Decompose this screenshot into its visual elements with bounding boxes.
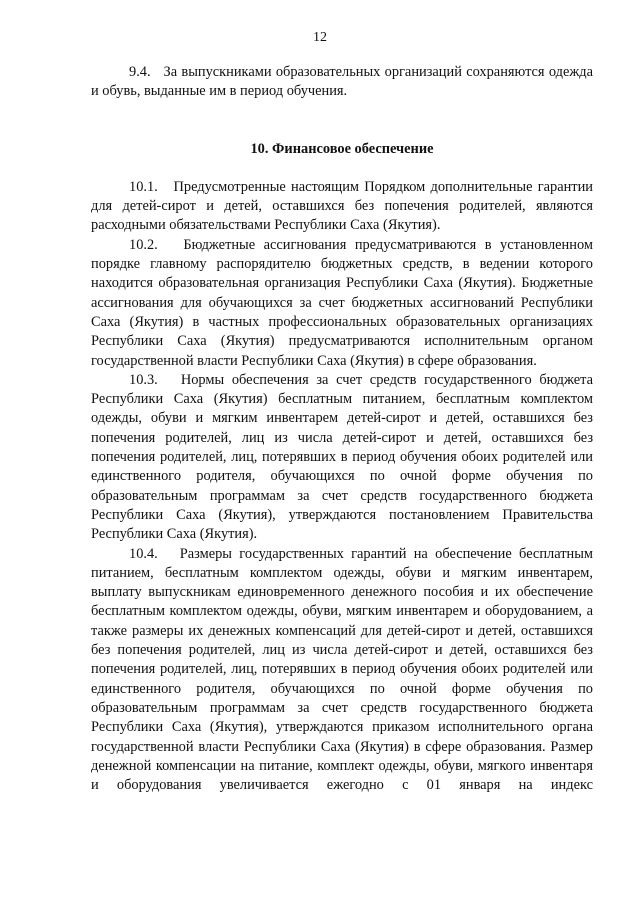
spacer bbox=[91, 102, 593, 140]
section-title: 10. Финансовое обеспечение bbox=[250, 140, 434, 157]
paragraph-9-4: 9.4. За выпускниками образовательных организаций сохраняются одежда и обувь, выданные им в период обучения. bbox=[91, 64, 593, 100]
paragraph-10-2: 10.2. Бюджетные ассигнования предусматриваются в установленном порядке главному распорядителю бюджетных средств, в ведении которого находится образовательная организация Республики Саха (Якутия). Бюджетные ассигнования для обучающихся за счет бюджетных ассигнований Республики Саха (Якутия) в частных профессиональных образовательных организациях Республики Саха (Якутия) предусматриваются исполнительным органом государственной власти Республики Саха (Якутия) в сфере образования. bbox=[91, 236, 593, 369]
document-body bbox=[91, 63, 593, 795]
spacer bbox=[91, 159, 593, 178]
paragraph-10-3: 10.3. Нормы обеспечения за счет средств государственного бюджета Республики Саха (Якутия) бесплатным питанием, бесплатным комплектом одежды, обуви и мягким инвентарем детей-сирот и детей, оставшихся без попечения родителей, лиц из числа детей-сирот и детей, оставшихся без попечения родителей, лиц, потерявших в период обучения обоих родителей или единственного родителя, обучающихся по очной форме обучения по образовательным программам за счет средств государственного бюджета Республики Саха (Якутия), утверждаются постановлением Правительства Республики Саха (Якутия). bbox=[91, 371, 593, 543]
paragraph-10-4: 10.4. Размеры государственных гарантий на обеспечение бесплатным питанием, бесплатным комплектом одежды, обуви и мягким инвентарем, выплату выпускникам единовременного денежного пособия и их обеспечение бесплатным комплектом одежды, обуви, мягким инвентарем и оборудованием, а также размеры их денежных компенсаций для детей-сирот и детей, оставшихся без попечения родителей, лиц из числа детей-сирот и детей, оставшихся без попечения родителей, лиц, потерявших в период обучения обоих родителей или единственного родителя, обучающихся по очной форме обучения по образовательным программам за счет средств государственного бюджета Республики Саха (Якутия), утверждаются приказом исполнительного органа государственной власти Республики Саха (Якутия) в сфере образования. Размер денежной компенсации на питание, комплект одежды, обуви, мягкого инвентаря и оборудования увеличивается ежегодно с 01 января на индекс bbox=[91, 545, 593, 794]
page-number: 12 bbox=[313, 30, 327, 45]
paragraph-10-1: 10.1. Предусмотренные настоящим Порядком дополнительные гарантии для детей-сирот и детей, оставшихся без попечения родителей, являются расходными обязательствами Республики Саха (Якутия). bbox=[91, 178, 593, 234]
